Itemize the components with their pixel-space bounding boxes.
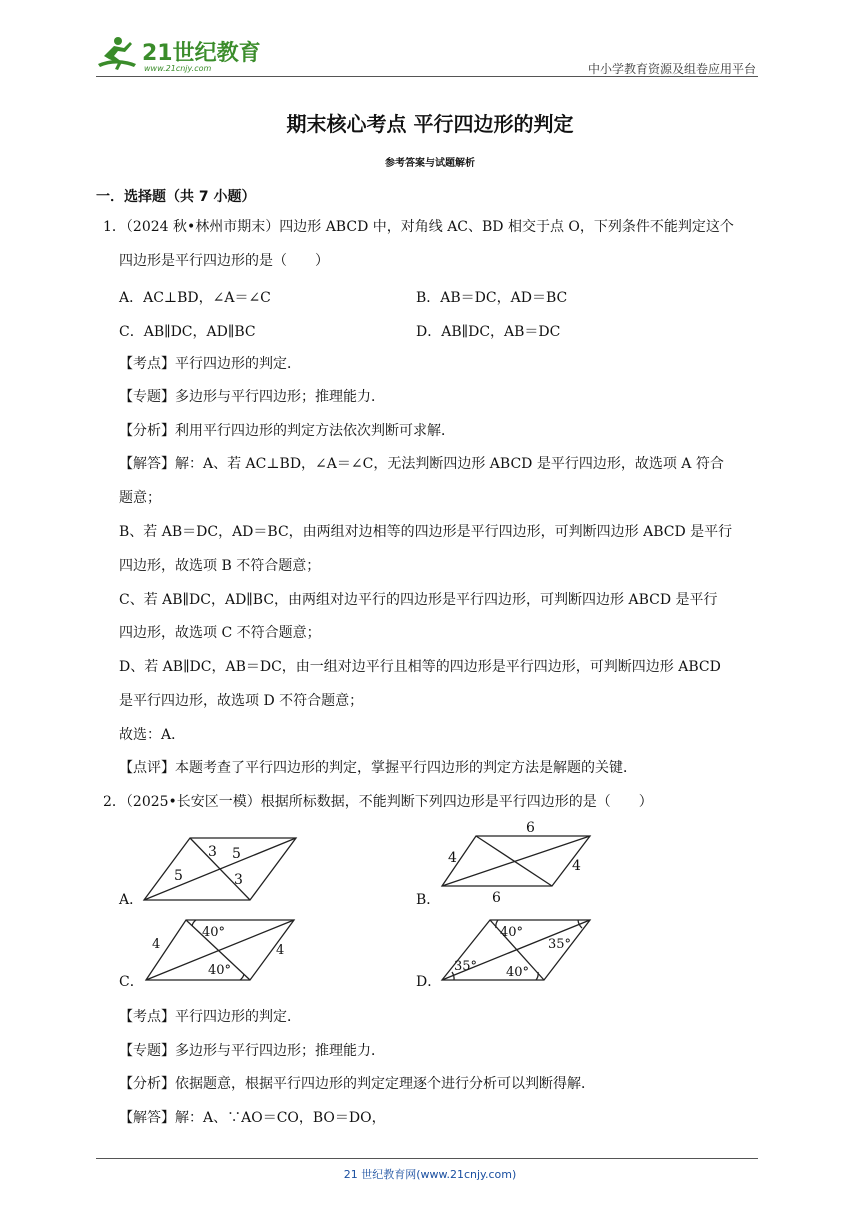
- q2-kaodian: 【考点】平行四边形的判定．: [119, 1009, 301, 1025]
- q2-jieda: 【解答】解：A、∵AO＝CO，BO＝DO，: [119, 1110, 386, 1126]
- q2-figure-d: [436, 914, 596, 990]
- fig-d-label-angle-bottom: 40°: [506, 965, 530, 980]
- fig-d-label-angle-top: 40°: [500, 925, 524, 940]
- q1-option-a: A．AC⊥BD，∠A＝∠C: [119, 290, 271, 306]
- q1-kaodian: 【考点】平行四边形的判定．: [119, 356, 301, 372]
- q1-option-d: D．AB∥DC，AB＝DC: [416, 324, 561, 340]
- q1-fenxi: 【分析】利用平行四边形的判定方法依次判断可求解．: [119, 423, 455, 439]
- page-subtitle: 参考答案与试题解析: [385, 158, 475, 169]
- fig-a-label-1: 3: [208, 844, 217, 860]
- fig-c-label-left: 4: [152, 937, 161, 952]
- header-divider: [96, 76, 758, 77]
- q2-option-c-label: C．: [119, 974, 144, 990]
- q1-d-line2: 是平行四边形，故选项 D 不符合题意；: [119, 693, 364, 709]
- site-logo: [96, 34, 266, 74]
- q1-jieda-line2: 题意；: [119, 490, 161, 506]
- page-title: 期末核心考点 平行四边形的判定: [286, 112, 574, 136]
- q1-option-c: C．AB∥DC，AD∥BC: [119, 324, 256, 340]
- fig-a-label-4: 3: [234, 872, 243, 888]
- q1-b-line2: 四边形，故选项 B 不符合题意；: [119, 558, 321, 574]
- platform-name: 中小学教育资源及组卷应用平台: [587, 62, 756, 76]
- q2-figure-b: [436, 818, 596, 908]
- fig-a-label-2: 5: [232, 846, 241, 862]
- q2-fenxi: 【分析】依据题意，根据平行四边形的判定定理逐个进行分析可以判断得解．: [119, 1076, 595, 1092]
- footer-divider: [96, 1158, 758, 1159]
- q1-stem-line1: 1．（2024 秋•林州市期末）四边形 ABCD 中，对角线 AC、BD 相交于点 O，下列条件不能判定这个: [103, 219, 734, 235]
- q2-figure-a: [140, 834, 300, 908]
- fig-d-label-angle-left: 35°: [454, 959, 478, 974]
- fig-b-label-left: 4: [448, 850, 457, 866]
- q1-option-b: B．AB＝DC，AD＝BC: [416, 290, 568, 306]
- fig-b-label-top: 6: [526, 820, 535, 836]
- q2-option-a-label: A．: [119, 892, 144, 908]
- footer-link[interactable]: 21 世纪教育网(www.21cnjy.com): [343, 1168, 517, 1181]
- q1-stem-line2: 四边形是平行四边形的是（ ）: [119, 253, 329, 269]
- page-header: [96, 30, 758, 78]
- q2-figure-c: [140, 914, 300, 990]
- fig-a-label-3: 5: [174, 868, 183, 884]
- q2-zhuanti: 【专题】多边形与平行四边形；推理能力．: [119, 1043, 385, 1059]
- q1-jieda-line1: 【解答】解：A、若 AC⊥BD，∠A＝∠C，无法判断四边形 ABCD 是平行四边形，故选项 A 符合: [119, 456, 724, 472]
- q1-c-line1: C、若 AB∥DC，AD∥BC，由两组对边平行的四边形是平行四边形，可判断四边形 ABCD 是平行: [119, 592, 718, 608]
- q1-zhuanti: 【专题】多边形与平行四边形；推理能力．: [119, 389, 385, 405]
- fig-d-label-angle-right: 35°: [548, 937, 572, 952]
- q1-answer: 故选：A．: [119, 727, 186, 743]
- fig-c-label-angle-bottom: 40°: [208, 963, 232, 978]
- q2-option-d-label: D．: [416, 974, 442, 990]
- q1-dianping: 【点评】本题考查了平行四边形的判定，掌握平行四边形的判定方法是解题的关键．: [119, 760, 637, 776]
- section-heading: 一．选择题（共 7 小题）: [96, 189, 256, 205]
- q2-option-b-label: B．: [416, 892, 441, 908]
- q2-stem: 2．（2025•长安区一模）根据所标数据，不能判断下列四边形是平行四边形的是（ ）: [103, 794, 653, 810]
- logo-url: www.21cnjy.com: [144, 64, 212, 73]
- fig-b-label-bottom: 6: [492, 890, 501, 904]
- fig-c-label-right: 4: [276, 943, 285, 958]
- logo-text: 21世纪教育: [142, 41, 261, 66]
- q1-c-line2: 四边形，故选项 C 不符合题意；: [119, 625, 321, 641]
- fig-c-label-angle-top: 40°: [202, 925, 226, 940]
- fig-b-label-right: 4: [572, 858, 581, 874]
- q1-d-line1: D、若 AB∥DC，AB＝DC，由一组对边平行且相等的四边形是平行四边形，可判断四边形 ABCD: [119, 659, 721, 675]
- q1-b-line1: B、若 AB＝DC，AD＝BC，由两组对边相等的四边形是平行四边形，可判断四边形 ABCD 是平行: [119, 524, 733, 540]
